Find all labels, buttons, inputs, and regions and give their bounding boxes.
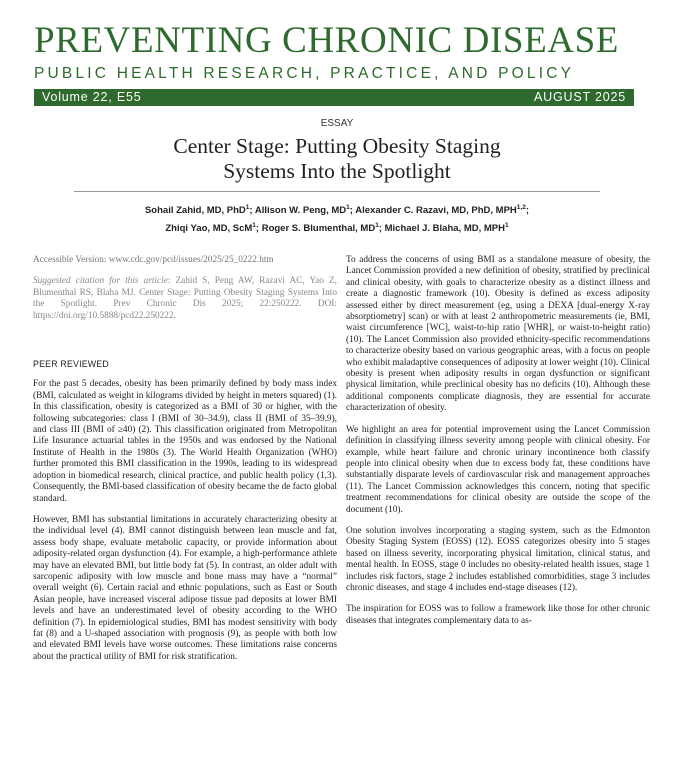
author-affiliation: 1 xyxy=(505,221,509,229)
suggested-citation xyxy=(33,276,337,322)
accessible-version-link[interactable]: Accessible Version: www.cdc.gov/pcd/issues/2025/25_0222.htm xyxy=(33,255,274,265)
author-line-2 xyxy=(70,220,604,238)
citation-label: Suggested citation for this article xyxy=(33,276,168,287)
author-affiliation: 1 xyxy=(346,203,350,211)
journal-subtitle: PUBLIC HEALTH RESEARCH, PRACTICE, AND POLICY xyxy=(34,65,575,82)
author-name: ; Roger S. Blumenthal, MD xyxy=(255,223,376,234)
body-paragraph: For the past 5 decades, obesity has been primarily defined by body mass index (BMI, calculated as weight in kilograms divided by height in meters squared) (1). In this classification, obesity is categorized as a BMI of 30 or higher, with the following subcategories: class I (BMI of 30–34.9), class II (BMI of 35–39.9), and class III (BMI of ≥40) (2). This classification originated from Metropolitan Life Insurance actuarial tables in the 1950s and was endorsed by the National Institute of Health in the 1980s (3). The World Health Organization (WHO) further promoted this BMI classification in the 1990s, leading to its widespread adoption in biomedical research, clinical practice, and public health policy (1,3). Consequently, the BMI-based classification of obesity became the de facto global standard. xyxy=(33,379,337,504)
author-name: ; Michael J. Blaha, MD, MPH xyxy=(378,223,505,234)
section-label: ESSAY xyxy=(320,118,354,129)
author-name: ; xyxy=(525,205,530,216)
issue-banner xyxy=(34,89,634,106)
author-affiliation: 1 xyxy=(252,221,256,229)
article-title-line2: Systems Into the Spotlight xyxy=(223,159,451,183)
author-list xyxy=(70,202,604,238)
article-title xyxy=(90,134,584,184)
author-name: ; Alexander C. Razavi, MD, PhD, MPH xyxy=(349,205,517,216)
left-column xyxy=(33,255,337,673)
volume-label: Volume 22, E55 xyxy=(42,90,142,104)
right-column xyxy=(346,255,650,637)
author-name: Sohail Zahid, MD, PhD xyxy=(144,205,246,216)
author-name: Zhiqi Yao, MD, ScM xyxy=(165,223,253,234)
body-paragraph: We highlight an area for potential improvement using the Lancet Commission definition in classifying illness severity among people with clinical obesity. For example, while heart failure and chronic urinary incontinence both classify people into clinical obesity when due to excess body fat, these conditions have substantially disparate levels of cardiovascular risk and management approaches (11). The Lancet Commission acknowledges this concern, noting that specific treatment recommendations for clinical obesity are outside the scope of the document (10). xyxy=(346,424,650,515)
author-affiliation: 1 xyxy=(245,203,250,211)
peer-reviewed-label: PEER REVIEWED xyxy=(33,359,109,370)
body-paragraph: However, BMI has substantial limitations in accurately characterizing obesity at the individual level (4). BMI cannot distinguish between lean muscle and fat, assess body shape, evaluate metabolic capacity, or provide information about adiposity-related organ dysfunction (4). For example, a high-performance athlete may have an elevated BMI, but little body fat (5). In contrast, an older adult with sarcopenic adiposity with low muscle and bone mass may have a “normal” overall weight (6). Certain racial and ethnic populations, such as East or South Asian people, have increased visceral adipose tissue pad deposits at lower BMI levels and have an underestimated level of obesity according to the WHO definition (7). In epidemiological studies, BMI has modest sensitivity with body fat (8) and a U-shaped association with prognosis (9), as people with both low and elevated BMI levels have worse outcomes. These limitations raise concerns about the practical utility of BMI for risk stratification. xyxy=(33,514,337,662)
citation-text: : Zahid S, Peng AW, Razavi AC, Yao Z, Blumenthal RS, Blaha MJ. Center Stage: Putting Obesity Staging Systems Into the Spotlight. Prev Chronic Dis 2025; 22:250222. DOI: https://doi.org/10.5888/pcd22.250222. xyxy=(33,276,337,321)
author-affiliation: 1,2 xyxy=(516,203,526,211)
author-line-1 xyxy=(70,202,604,220)
body-paragraph: The inspiration for EOSS was to follow a framework like those for other chronic diseases that integrates complementary data to as- xyxy=(346,604,650,626)
issue-date: AUGUST 2025 xyxy=(534,90,626,104)
author-name: ; Allison W. Peng, MD xyxy=(249,205,347,216)
body-paragraph: To address the concerns of using BMI as a standalone measure of obesity, the Lancet Commission provided a new definition of obesity, stratified by preclinical and clinical obesity, with goals to characterize obesity as a distinct illness and create a diagnostic framework (10). Obesity is defined as excess adiposity assessed either by direct measurement (eg, using a DEXA [dual-energy X-ray absorptiometry] scan) or with at least 2 anthropometric measurements (ie, BMI, waist circumference [WC], waist-to-hip ratio [WHR], or waist-to-height ratio) (10). The Lancet Commission also provided ethnicity-specific recommendations to characterize obesity based on various geographic areas, with a focus on people who exhibit maladaptive consequences of adiposity at lower weight (10). Clinical obesity is present when adiposity results in organ dysfunction or significant physical limitation, while preclinical obesity has no deficits (10). Although these additional components complicate diagnosis, they are essential for accurate characterization of obesity. xyxy=(346,255,650,414)
title-divider xyxy=(74,191,600,192)
article-title-line1: Center Stage: Putting Obesity Staging xyxy=(173,134,501,158)
author-affiliation: 1 xyxy=(375,221,379,229)
body-paragraph: One solution involves incorporating a staging system, such as the Edmonton Obesity Staging System (EOSS) (12). EOSS categorizes obesity into 5 stages based on illness severity, incorporating physical limitation, clinical status, and mental health. In EOSS, stage 0 includes no obesity-related health issues, stage 1 includes risk factors, stage 2 includes established comorbidities, stage 3 includes chronic diseases, and stage 4 includes end-stage diseases (12). xyxy=(346,525,650,593)
journal-title: PREVENTING CHRONIC DISEASE xyxy=(34,20,619,61)
